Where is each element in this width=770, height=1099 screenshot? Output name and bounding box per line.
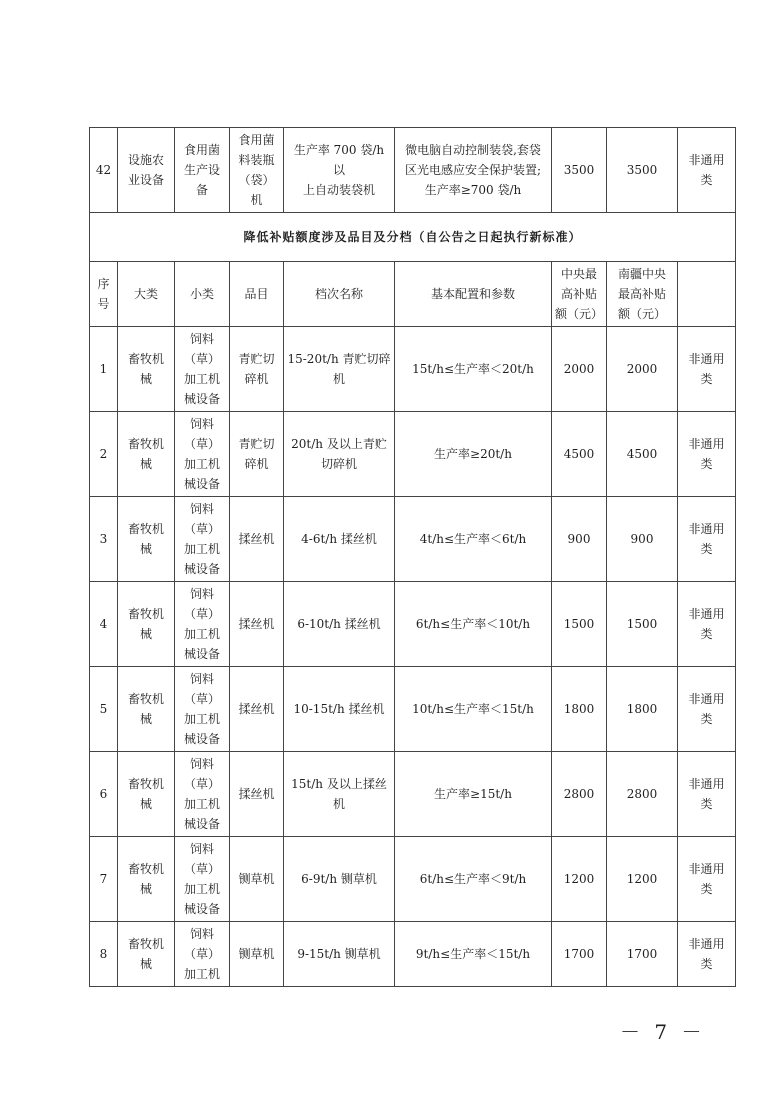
header-item: 品目	[230, 262, 284, 327]
cell-central-subsidy: 2800	[552, 752, 607, 837]
cell-type: 非通用 类	[678, 497, 736, 582]
cell-type: 非通用 类	[678, 752, 736, 837]
cell-subcategory: 饲料 （草） 加工机 械设备	[175, 582, 230, 667]
cell-category: 畜牧机 械	[118, 497, 175, 582]
cell-item: 揉丝机	[230, 752, 284, 837]
cell-category: 畜牧机 械	[118, 327, 175, 412]
cell-no: 1	[90, 327, 118, 412]
cell-grade: 9-15t/h 铡草机	[284, 922, 395, 987]
cell-subcategory: 食用菌 生产设 备	[175, 128, 230, 213]
cell-item: 揉丝机	[230, 667, 284, 752]
cell-category: 畜牧机 械	[118, 922, 175, 987]
cell-grade: 4-6t/h 揉丝机	[284, 497, 395, 582]
cell-central-subsidy: 3500	[552, 128, 607, 213]
page-number: － 7 －	[620, 1020, 706, 1044]
header-grade: 档次名称	[284, 262, 395, 327]
cell-subcategory: 饲料 （草） 加工机 械设备	[175, 752, 230, 837]
cell-no: 42	[90, 128, 118, 213]
cell-grade: 6-10t/h 揉丝机	[284, 582, 395, 667]
cell-grade: 15t/h 及以上揉丝 机	[284, 752, 395, 837]
cell-no: 2	[90, 412, 118, 497]
cell-south-subsidy: 4500	[607, 412, 678, 497]
table-row	[90, 412, 736, 497]
cell-central-subsidy: 1700	[552, 922, 607, 987]
cell-no: 5	[90, 667, 118, 752]
cell-item: 铡草机	[230, 837, 284, 922]
cell-subcategory: 饲料 （草） 加工机 械设备	[175, 667, 230, 752]
cell-grade: 10-15t/h 揉丝机	[284, 667, 395, 752]
cell-type: 非通用 类	[678, 922, 736, 987]
cell-subcategory: 饲料 （草） 加工机	[175, 922, 230, 987]
table-row	[90, 667, 736, 752]
cell-south-subsidy: 2800	[607, 752, 678, 837]
cell-central-subsidy: 1800	[552, 667, 607, 752]
section-title: 降低补贴额度涉及品目及分档（自公告之日起执行新标准）	[90, 213, 736, 262]
header-row	[90, 262, 736, 327]
cell-item: 揉丝机	[230, 497, 284, 582]
cell-config: 微电脑自动控制装袋,套袋 区光电感应安全保护装置; 生产率≥700 袋/h	[395, 128, 552, 213]
cell-south-subsidy: 1500	[607, 582, 678, 667]
cell-grade: 20t/h 及以上青贮 切碎机	[284, 412, 395, 497]
table-row-42	[90, 128, 736, 213]
cell-central-subsidy: 4500	[552, 412, 607, 497]
cell-south-subsidy: 1200	[607, 837, 678, 922]
cell-category: 畜牧机 械	[118, 752, 175, 837]
cell-south-subsidy: 1800	[607, 667, 678, 752]
table-row	[90, 497, 736, 582]
cell-type: 非通用 类	[678, 128, 736, 213]
cell-config: 生产率≥20t/h	[395, 412, 552, 497]
cell-subcategory: 饲料 （草） 加工机 械设备	[175, 837, 230, 922]
cell-type: 非通用 类	[678, 582, 736, 667]
table-row	[90, 922, 736, 987]
cell-central-subsidy: 1500	[552, 582, 607, 667]
header-south-subsidy: 南疆中央 最高补贴 额（元）	[607, 262, 678, 327]
cell-no: 3	[90, 497, 118, 582]
cell-config: 生产率≥15t/h	[395, 752, 552, 837]
cell-config: 9t/h≤生产率＜15t/h	[395, 922, 552, 987]
header-subcategory: 小类	[175, 262, 230, 327]
cell-subcategory: 饲料 （草） 加工机 械设备	[175, 497, 230, 582]
cell-grade: 6-9t/h 铡草机	[284, 837, 395, 922]
cell-config: 6t/h≤生产率＜10t/h	[395, 582, 552, 667]
table-row	[90, 582, 736, 667]
cell-category: 畜牧机 械	[118, 667, 175, 752]
cell-central-subsidy: 1200	[552, 837, 607, 922]
header-no: 序 号	[90, 262, 118, 327]
cell-type: 非通用 类	[678, 327, 736, 412]
cell-item: 铡草机	[230, 922, 284, 987]
cell-south-subsidy: 3500	[607, 128, 678, 213]
cell-south-subsidy: 1700	[607, 922, 678, 987]
cell-type: 非通用 类	[678, 667, 736, 752]
cell-type: 非通用 类	[678, 412, 736, 497]
cell-config: 15t/h≤生产率＜20t/h	[395, 327, 552, 412]
cell-category: 畜牧机 械	[118, 837, 175, 922]
cell-category: 畜牧机 械	[118, 582, 175, 667]
cell-item: 食用菌 料装瓶 （袋） 机	[230, 128, 284, 213]
table-row	[90, 837, 736, 922]
cell-category: 畜牧机 械	[118, 412, 175, 497]
cell-grade: 15-20t/h 青贮切碎 机	[284, 327, 395, 412]
cell-config: 10t/h≤生产率＜15t/h	[395, 667, 552, 752]
cell-no: 6	[90, 752, 118, 837]
cell-config: 6t/h≤生产率＜9t/h	[395, 837, 552, 922]
table-row	[90, 327, 736, 412]
header-central-subsidy: 中央最 高补贴 额（元）	[552, 262, 607, 327]
cell-no: 4	[90, 582, 118, 667]
cell-central-subsidy: 900	[552, 497, 607, 582]
cell-item: 青贮切 碎机	[230, 327, 284, 412]
cell-config: 4t/h≤生产率＜6t/h	[395, 497, 552, 582]
cell-item: 揉丝机	[230, 582, 284, 667]
cell-no: 8	[90, 922, 118, 987]
cell-central-subsidy: 2000	[552, 327, 607, 412]
cell-subcategory: 饲料 （草） 加工机 械设备	[175, 327, 230, 412]
subsidy-table	[89, 127, 736, 987]
cell-subcategory: 饲料 （草） 加工机 械设备	[175, 412, 230, 497]
header-config: 基本配置和参数	[395, 262, 552, 327]
cell-category: 设施农 业设备	[118, 128, 175, 213]
cell-south-subsidy: 900	[607, 497, 678, 582]
section-title-row	[90, 213, 736, 262]
cell-grade: 生产率 700 袋/h 以 上自动装袋机	[284, 128, 395, 213]
table-row	[90, 752, 736, 837]
header-type	[678, 262, 736, 327]
cell-south-subsidy: 2000	[607, 327, 678, 412]
cell-type: 非通用 类	[678, 837, 736, 922]
header-category: 大类	[118, 262, 175, 327]
cell-no: 7	[90, 837, 118, 922]
cell-item: 青贮切 碎机	[230, 412, 284, 497]
